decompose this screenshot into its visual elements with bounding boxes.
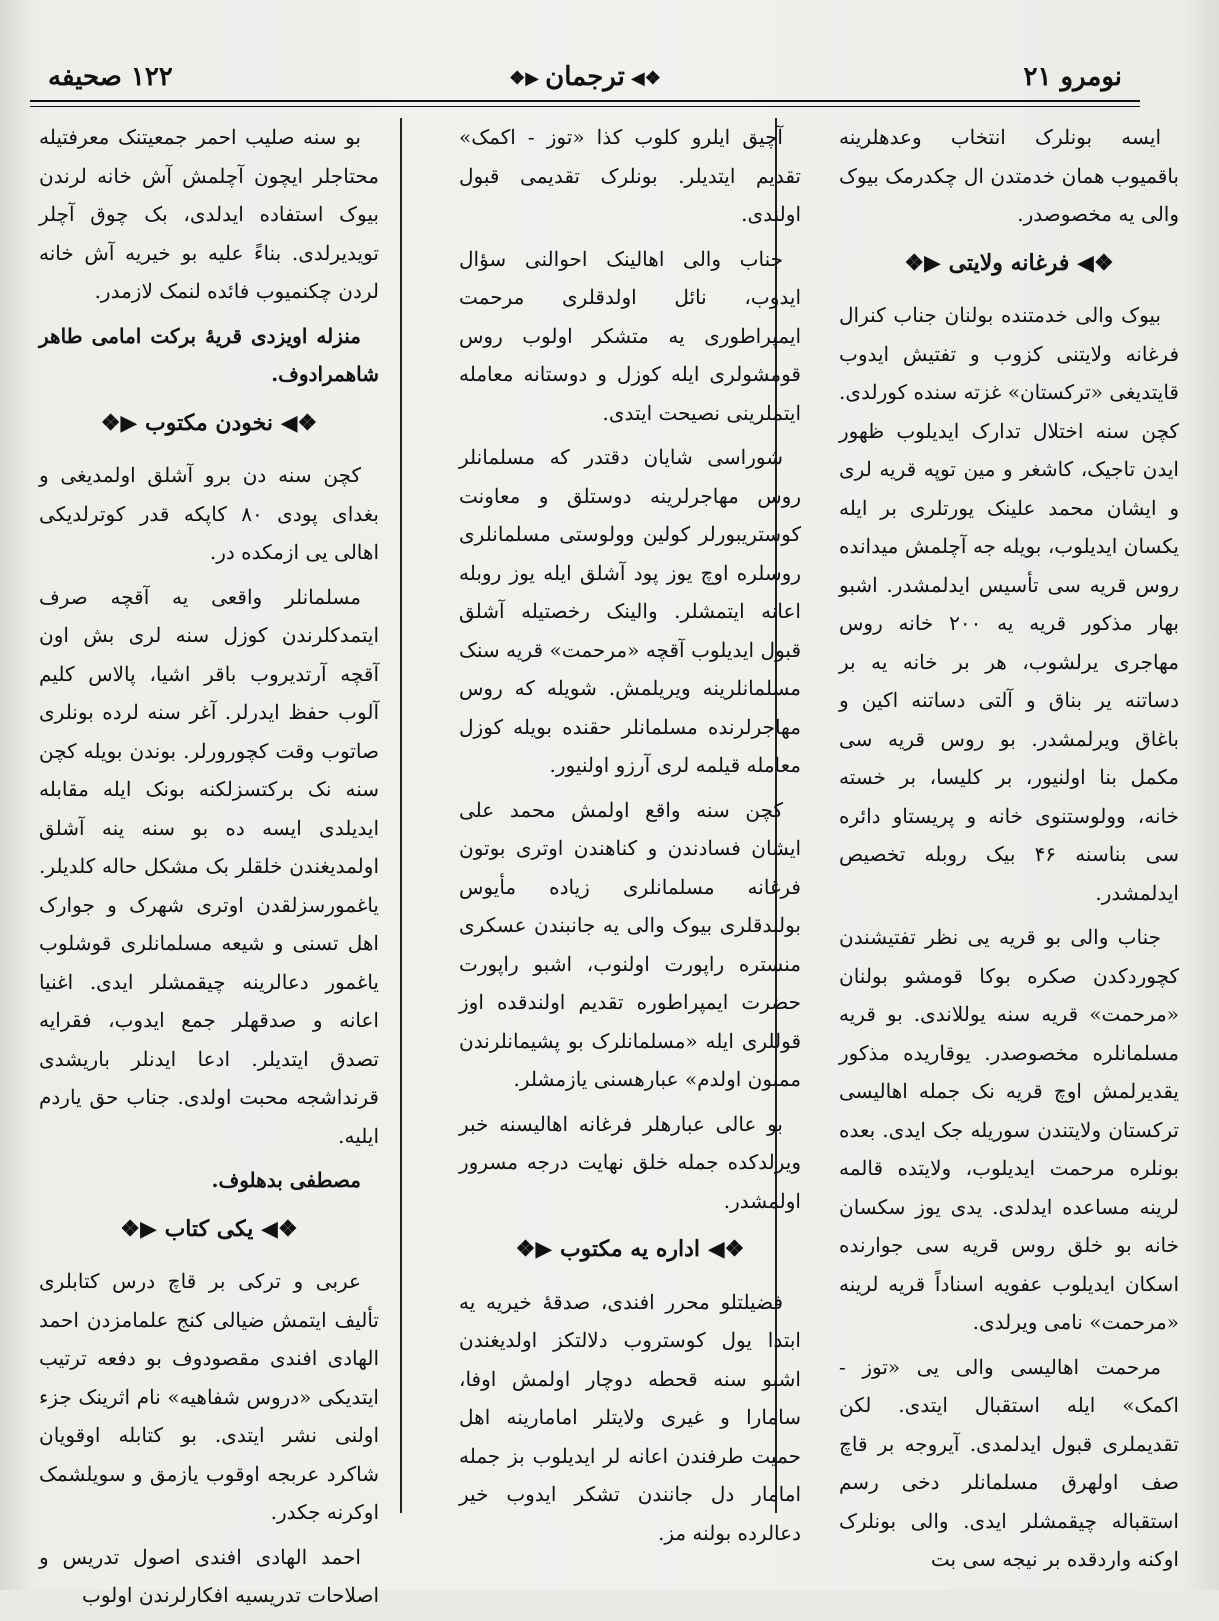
- article-paragraph: فضیلتلو محرر افندی، صدقهٔ خیریه یه ابتدا یول کوستروب دلالتکز اولدیغندن اشبو سنه قحطه دوچار اولمش اوفا، سامارا و غیری ولایتلر امامارینه اهل حمیت طرفندن اعانه لر ایدیلوب بز جمله امامار دل جانندن تشکر ایدوب خیر دعالرده بولنه مز.: [459, 1289, 801, 1545]
- section-heading-letter: ❖◀ اداره یه مکتوب ▶❖: [515, 1236, 745, 1262]
- section-heading-nukhu-letter: ❖◀ نخودن مکتوب ▶❖: [100, 409, 318, 436]
- column-divider-left: [400, 118, 402, 1513]
- article-paragraph: جناب والی بو قریه یی نظر تفتیشندن کچوردکدن صکره بوکا قومشو بولنان «مرحمت» قریه سنه یوللاندی. بو قریه مسلمانلره مخصوصدر. یوقاریده مذکور یقدیرلمش اوچ قریه نک جمله اهالیسی ترکستان ولایتندن سوریله جک ایدی. بعده بونلره مرحمت ایدیلوب، ولایتده قالمه لرینه مساعده ایدلدی. یدی یوز سکسان خانه بو خلق روس قریه سی جوارنده اسکان ایدیلوب عفویه اسناداً قریه لرینه «مرحمت» نامی ویرلدی.: [839, 925, 1179, 1334]
- article-paragraph: بیوک والی خدمتنده بولنان جناب کنرال فرغانه ولایتنی کزوب و تفتیش ایدوب قایتدیغی «ترکستان» غزته سنده کورلدی. کچن سنه اختلال تدارک ایدیلوب ظهور ایدن تاجیک، کاشغر و مین توپه قریه لری و ایشان محمد علینک یورتلری بر ایله یکسان ایدیلوب، بویله جه آچلمش میدانده روس قریه سی تأسیس ایدلمشدر. اشبو بهار مذکور قریه یه ۲۰۰ خانه روس مهاجری یرلشوب، هر بر خانه یه بر دساتنه یر بناق و آلتی دساتنه اکین و باغاق ویرلمشدر. بو روس قریه سی مکمل بنا اولنیور، بر کلیسا، بر خسته خانه، وولوستنوی خانه و پریستاو دائره سی بناسنه ۴۶ بیک روبله تخصیص ایدلمشدر.: [839, 303, 1179, 905]
- article-paragraph: جناب والی اهالینک احوالنی سؤال ایدوب، نائل اولدقلری مرحمت ایمپراطوری یه متشکر اولوب روس قومشولری ایله کوزل و دوستانه معامله ایتملرینی نصیحت ایتدی.: [459, 246, 801, 425]
- header-rule-bottom: [30, 106, 1140, 107]
- article-signature: منزله اویزدی قریهٔ برکت امامی طاهر شاهمرادوف.: [39, 323, 379, 386]
- article-paragraph: عربی و ترکی بر قاچ درس کتابلری تألیف ایتمش ضیالی کنج علمامزدن احمد الهادی افندی مقصودوف بو دفعه ترتیب ایتدیکی «دروس شفاهیه» نام اثرینک جزء اولنی نشر ایتدی. بو کتابله اوقویان شاکرد عربجه اوقوب یازمق و سویلشمک اوکرنه جکدر.: [39, 1269, 379, 1524]
- header-rule-top: [30, 100, 1140, 102]
- section-heading-fergana: ❖◀ فرغانه ولایتی ▶❖: [904, 249, 1114, 276]
- article-paragraph: بو سنه صلیب احمر جمعیتنک معرفتیله محتاجلر ایچون آچلمش آش خانه لرندن بیوک استفاده ایدلدی، بک چوق آچلر تویدیرلدی. بناءً علیه بو خیریه آش خانه لردن چکنمیوب فائده لنمک لازمدر.: [39, 125, 379, 303]
- article-paragraph: احمد الهادی افندی اصول تدریس و اصلاحات تدریسیه افکارلرندن اولوب: [39, 1544, 379, 1607]
- ornament-right-icon: ❖◀: [630, 67, 661, 89]
- page-number: ۱۲۲ صحیفه: [48, 62, 173, 92]
- issue-number: نومرو ۲۱: [1023, 62, 1122, 92]
- column-left: [39, 118, 379, 1621]
- section-heading-new-book: ❖◀ یکی کتاب ▶❖: [120, 1215, 298, 1242]
- article-paragraph: مسلمانلر واقعی یه آقچه صرف ایتمدکلرندن کوزل سنه لری بش اون آقچه آرتدیروب باقر اشیا، پالاس کلیم آلوب حفظ ایدرلر. آغر سنه لرده بونلری صاتوب وقت کچورورلر. بوندن بویله کچن سنه نک برکتسزلکنه بونک ایله مقابله ایدیلدی ایسه ده بو سنه ینه آشلق اولمدیغندن خلقلر بک مشکل حاله کلدیلر. یاغمورسزلقدن اوتری شهرک و جوارک اهل تسنی و شیعه مسلمانلری قوشلوب یاغمور دعالرینه چیقمشلر ایدی. اغنیا اعانه و صدقهلر جمع ایدوب، فقرایه تصدق ایتدیلر. ادعا ایدنلر باریشدی قرنداشجه محبت اولدی. جناب حق یاردم ایلیه.: [39, 584, 379, 1148]
- ornament-left-icon: ▶❖: [509, 67, 540, 89]
- article-paragraph: شوراسی شایان دقتدر که مسلمانلر روس مهاجرلرینه دوستلق و معاونت کوستریبورلر کولین وولوستی مسلمانلری روسلره اوچ یوز پود آشلق ایله یوز روبله اعانه ایتمشلر. والینک رخصتیله آشلق قبول ایدیلوب آقچه «مرحمت» قریه سنک مسلمانلرینه ویریلمش. شویله که روس مهاجرلرنده مسلمانلر حقنده بویله کوزل معامله قیلمه لری آرزو اولنیور.: [459, 445, 801, 777]
- masthead-title: ترجمان: [545, 62, 625, 92]
- article-signature: مصطفی بدهلوف.: [211, 1168, 361, 1192]
- column-right: [839, 118, 1179, 1585]
- article-paragraph: کچن سنه دن برو آشلق اولمدیغی و بغدای پودی ۸۰ کاپکه قدر کوترلدیکی اهالی یی ازمکده در.: [39, 463, 379, 564]
- article-paragraph: کچن سنه واقع اولمش محمد علی ایشان فسادندن و کناهندن اوتری بوتون فرغانه مسلمانلری زیاده مأیوس بولندقلری بیوک والی یه جانبندن عسکری منستره راپورت اولنوب، اشبو راپورت حضرت ایمپراطوره تقدیم اولندقده اوز قوللری ایله «مسلمانلرک بو پشیمانلرندن ممنون اولدم» عبارهسنی یازمشلر.: [459, 797, 801, 1091]
- article-paragraph: ایسه بونلرک انتخاب وعدهلرینه باقمیوب همان خدمتدن ال چکدرمک بیوک والی یه مخصوصدر.: [839, 125, 1179, 226]
- column-middle: [459, 118, 801, 1558]
- article-paragraph: مرحمت اهالیسی والی یی «توز - اکمک» ایله استقبال ایتدی. لکن تقدیملری قبول ایدلمدی. آیروجه بر قاچ صف اولهرق مسلمانلر دخی رسم استقباله چیقمشلر ایدی. والی بونلرک اوکنه واردقده بر نیجه سی بت: [839, 1354, 1179, 1571]
- masthead: [503, 62, 667, 92]
- page-header: [30, 58, 1140, 98]
- article-paragraph: آچیق ایلرو کلوب کذا «توز - اکمک» تقدیم ایتدیلر. بونلرک تقدیمی قبول اولندی.: [459, 125, 801, 226]
- article-paragraph: بو عالی عبارهلر فرغانه اهالیسنه خبر ویرلدکده جمله خلق نهایت درجه مسرور اولمشدر.: [459, 1111, 801, 1213]
